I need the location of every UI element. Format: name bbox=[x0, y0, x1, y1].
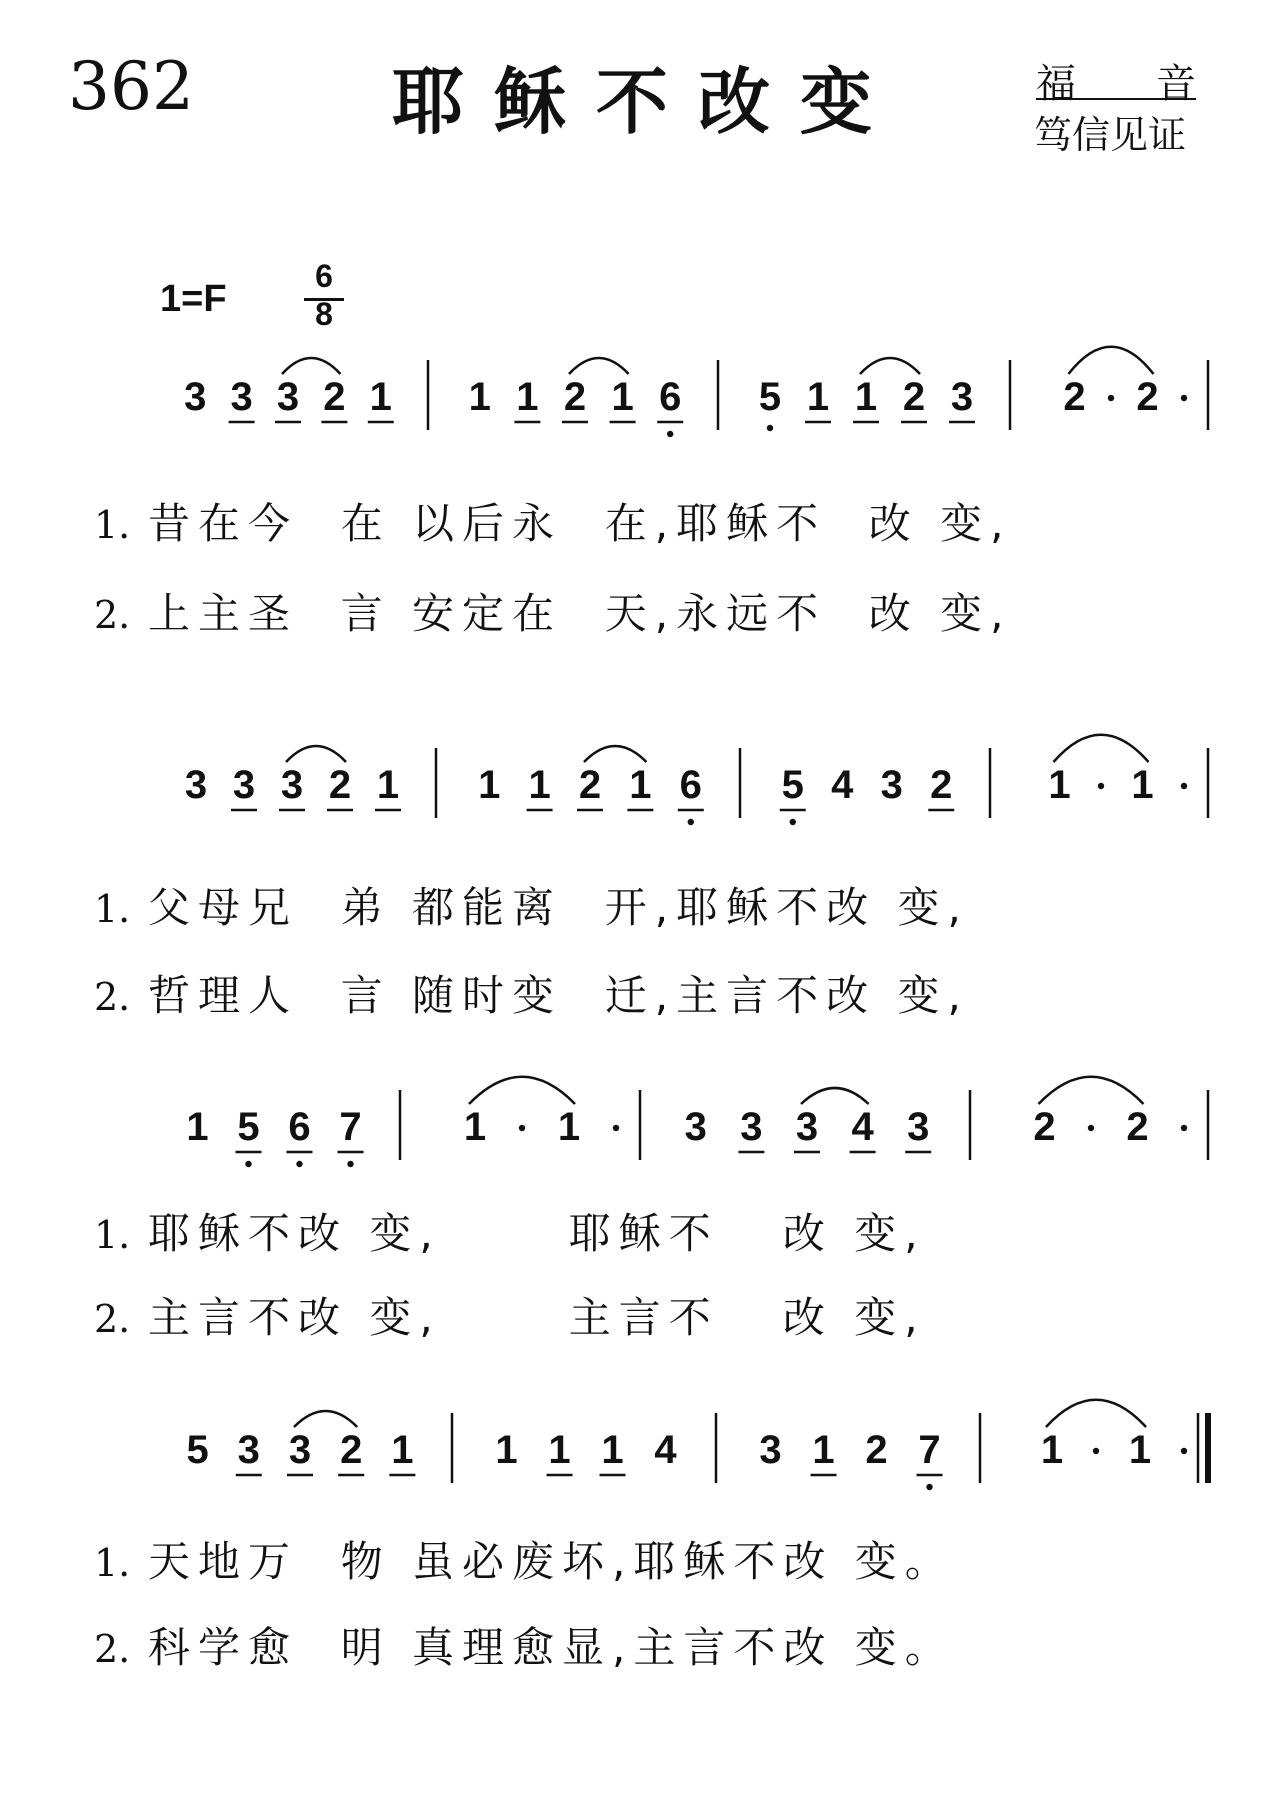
note-digit: 1 bbox=[1040, 1428, 1064, 1472]
note-digit: 3 bbox=[795, 1105, 819, 1149]
verse-number: 2. bbox=[94, 1627, 131, 1671]
augmentation-dot bbox=[1181, 1125, 1187, 1131]
octave-dot-below bbox=[688, 819, 694, 825]
key-signature: 1=F bbox=[160, 278, 227, 320]
note-digit: 1 bbox=[1131, 763, 1154, 807]
note-digit: 2 bbox=[1033, 1105, 1056, 1149]
verse-number: 1. bbox=[94, 887, 131, 931]
note-digit: 3 bbox=[230, 375, 253, 419]
note-digit: 3 bbox=[907, 1105, 930, 1149]
augmentation-dot bbox=[1098, 783, 1104, 789]
note-digit: 1 bbox=[806, 375, 830, 419]
lyric-line: 上主圣 言 安定在 天,永远不 改 变, bbox=[148, 589, 1012, 638]
note-digit: 1 bbox=[391, 1428, 414, 1472]
note-digit: 3 bbox=[280, 763, 304, 807]
augmentation-dot bbox=[1181, 1448, 1187, 1454]
lyric-line: 耶稣不改 变, 耶稣不 改 变, bbox=[148, 1209, 926, 1258]
note-digit: 2 bbox=[323, 375, 346, 419]
note-digit: 1 bbox=[611, 375, 634, 419]
slur bbox=[1069, 347, 1154, 374]
note-digit: 1 bbox=[601, 1428, 624, 1472]
note-digit: 2 bbox=[1063, 375, 1086, 419]
note-digit: 2 bbox=[578, 763, 602, 807]
note-digit: 2 bbox=[563, 375, 587, 419]
octave-dot-below bbox=[790, 819, 796, 825]
note-digit: 1 bbox=[548, 1428, 571, 1472]
octave-dot-below bbox=[667, 431, 673, 437]
verse-number: 2. bbox=[94, 975, 131, 1019]
note-digit: 1 bbox=[186, 1105, 209, 1149]
note-digit: 1 bbox=[1128, 1428, 1152, 1472]
slur bbox=[1039, 1077, 1144, 1104]
slur bbox=[569, 358, 629, 374]
slur bbox=[1054, 735, 1149, 762]
note-digit: 3 bbox=[288, 1428, 312, 1472]
note-digit: 4 bbox=[851, 1105, 874, 1149]
note-digit: 1 bbox=[812, 1428, 835, 1472]
note-digit: 1 bbox=[528, 763, 551, 807]
note-digit: 3 bbox=[184, 375, 207, 419]
note-digit: 1 bbox=[516, 375, 539, 419]
note-digit: 1 bbox=[376, 763, 400, 807]
slur bbox=[1046, 1400, 1146, 1427]
verse-number: 2. bbox=[94, 593, 131, 637]
slur bbox=[286, 746, 346, 762]
source-attribution: 笃信见证 bbox=[1034, 113, 1187, 157]
note-digit: 1 bbox=[557, 1105, 581, 1149]
note-digit: 6 bbox=[679, 763, 702, 807]
augmentation-dot bbox=[1181, 395, 1187, 401]
note-digit: 7 bbox=[339, 1105, 362, 1149]
hymn-number: 362 bbox=[68, 48, 194, 125]
time-signature-bottom: 8 bbox=[315, 296, 333, 332]
note-digit: 3 bbox=[759, 1428, 782, 1472]
lyric-line: 昔在今 在 以后永 在,耶稣不 改 变, bbox=[148, 499, 1012, 548]
lyric-line: 哲理人 言 随时变 迁,主言不改 变, bbox=[148, 971, 969, 1020]
slur bbox=[294, 1411, 357, 1427]
lyric-line: 主言不改 变, 主言不 改 变, bbox=[148, 1293, 926, 1342]
augmentation-dot bbox=[1093, 1448, 1099, 1454]
slur bbox=[584, 746, 646, 762]
verse-number: 1. bbox=[94, 503, 131, 547]
note-digit: 2 bbox=[328, 763, 352, 807]
verse-number: 1. bbox=[94, 1541, 131, 1585]
note-digit: 2 bbox=[1136, 375, 1159, 419]
hymn-title: 耶稣不改变 bbox=[392, 60, 903, 144]
note-digit: 1 bbox=[463, 1105, 487, 1149]
note-digit: 5 bbox=[237, 1105, 260, 1149]
lyric-line: 父母兄 弟 都能离 开,耶稣不改 变, bbox=[148, 883, 969, 932]
note-digit: 7 bbox=[918, 1428, 941, 1472]
note-digit: 6 bbox=[288, 1105, 311, 1149]
note-digit: 2 bbox=[1126, 1105, 1149, 1149]
augmentation-dot bbox=[1088, 1125, 1094, 1131]
verse-number: 2. bbox=[94, 1297, 131, 1341]
lyric-line: 科学愈 明 真理愈显,主言不改 变。 bbox=[148, 1623, 955, 1672]
slur bbox=[282, 358, 340, 374]
note-digit: 3 bbox=[684, 1105, 707, 1149]
octave-dot-below bbox=[767, 425, 773, 431]
octave-dot-below bbox=[296, 1161, 302, 1167]
augmentation-dot bbox=[519, 1125, 525, 1131]
lyric-line: 天地万 物 虽必废坏,耶稣不改 变。 bbox=[148, 1537, 955, 1586]
note-digit: 1 bbox=[468, 375, 491, 419]
octave-dot-below bbox=[926, 1484, 932, 1490]
time-signature-top: 6 bbox=[315, 258, 333, 294]
note-digit: 3 bbox=[740, 1105, 763, 1149]
octave-dot-below bbox=[245, 1161, 251, 1167]
note-digit: 2 bbox=[340, 1428, 363, 1472]
note-digit: 1 bbox=[369, 375, 392, 419]
slur bbox=[469, 1077, 575, 1104]
source-char-2: 音 bbox=[1156, 61, 1196, 107]
octave-dot-below bbox=[347, 1161, 353, 1167]
augmentation-dot bbox=[613, 1125, 619, 1131]
note-digit: 2 bbox=[865, 1428, 888, 1472]
note-digit: 2 bbox=[930, 763, 953, 807]
note-digit: 3 bbox=[950, 375, 974, 419]
verse-number: 1. bbox=[94, 1213, 131, 1257]
note-digit: 3 bbox=[276, 375, 300, 419]
note-digit: 3 bbox=[880, 763, 903, 807]
note-digit: 2 bbox=[902, 375, 926, 419]
note-digit: 4 bbox=[831, 763, 854, 807]
note-digit: 4 bbox=[654, 1428, 677, 1472]
note-digit: 1 bbox=[495, 1428, 518, 1472]
note-digit: 5 bbox=[186, 1428, 209, 1472]
augmentation-dot bbox=[1181, 783, 1187, 789]
note-digit: 1 bbox=[1048, 763, 1071, 807]
source-char-1: 福 bbox=[1036, 61, 1076, 107]
note-digit: 5 bbox=[781, 763, 804, 807]
note-digit: 1 bbox=[478, 763, 501, 807]
note-digit: 5 bbox=[758, 375, 782, 419]
slur bbox=[860, 358, 920, 374]
slur bbox=[801, 1088, 869, 1104]
augmentation-dot bbox=[1108, 395, 1114, 401]
note-digit: 3 bbox=[237, 1428, 260, 1472]
note-digit: 1 bbox=[629, 763, 652, 807]
note-digit: 6 bbox=[659, 375, 682, 419]
note-digit: 3 bbox=[184, 763, 208, 807]
note-digit: 1 bbox=[854, 375, 878, 419]
note-digit: 3 bbox=[232, 763, 256, 807]
